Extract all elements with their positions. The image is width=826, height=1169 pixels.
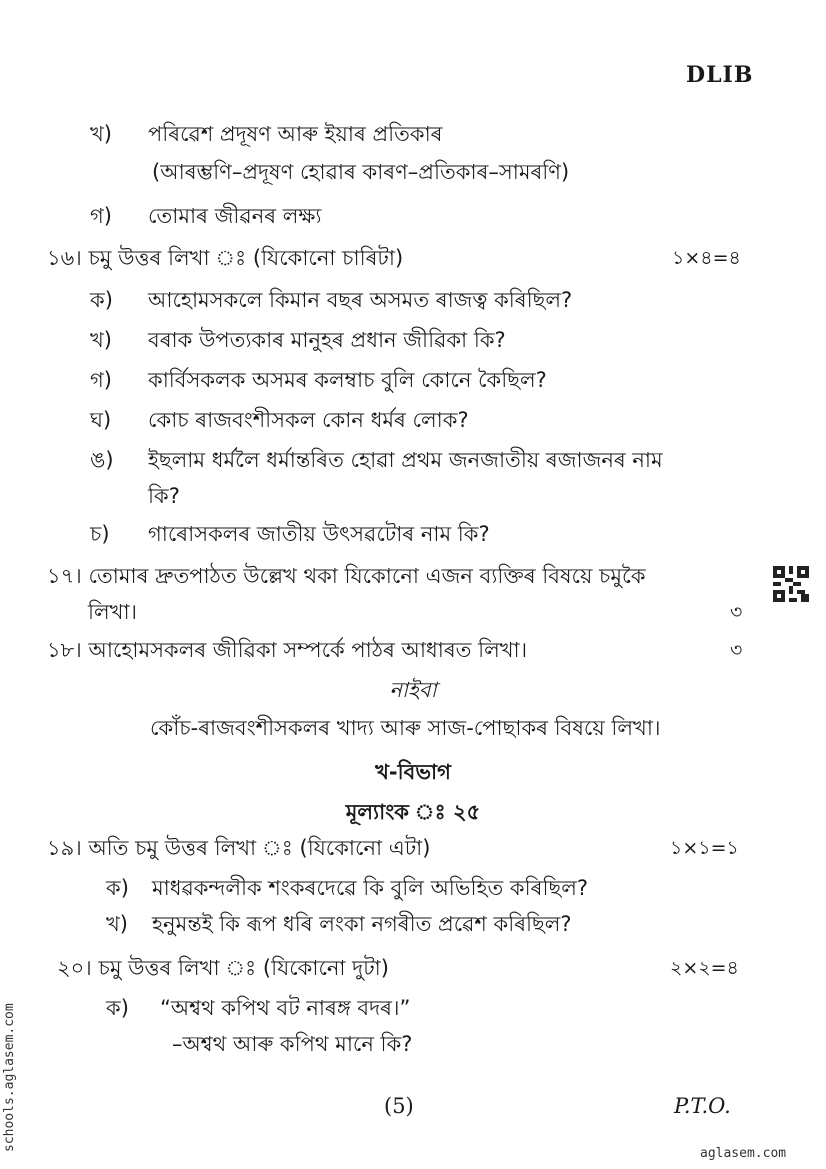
question-16: ১৬। চমু উত্তৰ লিখা ঃ (যিকোনো চাৰিটা): [47, 246, 404, 270]
q16-item-text: আহোমসকলে কিমান বছৰ অসমত ৰাজত্ব কৰিছিল?: [148, 288, 573, 312]
q16-item-text: বৰাক উপত্যকাৰ মানুহৰ প্ৰধান জীৱিকা কি?: [148, 328, 506, 352]
q19-item-text: হনুমন্তই কি ৰূপ ধৰি লংকা নগৰীত প্ৰৱেশ কৰিছিল?: [152, 912, 572, 936]
option-ga-text: তোমাৰ জীৱনৰ লক্ষ্য: [148, 204, 322, 228]
qr-code-icon: [773, 566, 809, 602]
section-title: খ-বিভাগ: [375, 760, 451, 784]
q19-item-label: ক): [106, 876, 129, 900]
option-kha-label: খ): [90, 122, 112, 146]
question-18-marks: ৩: [730, 639, 743, 661]
page-number: (5): [384, 1094, 414, 1118]
option-ga-label: গ): [90, 204, 112, 228]
q16-item-text: ইছলাম ধৰ্মলৈ ধৰ্মান্তৰিত হোৱা প্ৰথম জনজাতীয় ৰজাজনৰ নাম: [148, 448, 663, 472]
question-19-marks: ১×১=১: [670, 837, 739, 859]
question-20: ২০। চমু উত্তৰ লিখা ঃ (যিকোনো দুটা): [57, 956, 389, 980]
paper-code: DLIB: [686, 62, 754, 88]
option-kha-text: পৰিৱেশ প্ৰদূষণ আৰু ইয়াৰ প্ৰতিকাৰ: [148, 122, 443, 146]
q16-item-label: চ): [90, 522, 110, 546]
q19-item-text: মাধৱকন্দলীক শংকৰদেৱে কি বুলি অভিহিত কৰিছিল?: [152, 876, 588, 900]
q16-item-text: গাৰোসকলৰ জাতীয় উৎসৱটোৰ নাম কি?: [148, 522, 490, 546]
q20-item-continuation: –অশ্বথ আৰু কপিথ মানে কি?: [172, 1032, 413, 1056]
option-kha-subtext: (আৰম্ভণি–প্ৰদূষণ হোৱাৰ কাৰণ–প্ৰতিকাৰ–সামৰণি): [152, 160, 570, 184]
question-18-alternative: কোঁচ-ৰাজবংশীসকলৰ খাদ্য আৰু সাজ-পোছাকৰ বিষয়ে লিখা।: [150, 716, 661, 740]
bottom-watermark: aglasem.com: [700, 1146, 787, 1161]
or-separator: নাইবা: [389, 678, 437, 702]
question-19: ১৯। অতি চমু উত্তৰ লিখা ঃ (যিকোনো এটা): [47, 836, 431, 860]
question-18: ১৮। আহোমসকলৰ জীৱিকা সম্পৰ্কে পাঠৰ আধাৰত লিখা।: [47, 638, 528, 662]
question-17: ১৭। তোমাৰ দ্ৰুতপাঠত উল্লেখ থকা যিকোনো এজন ব্যক্তিৰ বিষয়ে চমুকৈ: [47, 564, 646, 588]
q20-item-label: ক): [106, 996, 129, 1020]
q16-item-text: কাৰ্বিসকলক অসমৰ কলম্বাচ বুলি কোনে কৈছিল?: [148, 368, 547, 392]
question-16-marks: ১×৪=৪: [672, 247, 741, 269]
question-20-marks: ২×২=৪: [670, 957, 739, 979]
q16-item-label: ঘ): [90, 408, 112, 432]
pto-label: P.T.O.: [674, 1094, 731, 1118]
q20-item-text: “অশ্বথ কপিথ বট নাৰঙ্গ বদৰ।”: [160, 996, 411, 1020]
question-17-continuation: লিখা।: [88, 600, 138, 624]
q16-item-label: ঙ): [90, 448, 114, 472]
q16-item-continuation: কি?: [148, 484, 180, 508]
q16-item-text: কোচ ৰাজবংশীসকল কোন ধৰ্মৰ লোক?: [148, 408, 469, 432]
side-watermark: schools.aglasem.com: [2, 1003, 17, 1152]
q16-item-label: গ): [90, 368, 112, 392]
q16-item-label: ক): [90, 288, 113, 312]
question-17-marks: ৩: [730, 601, 743, 623]
q19-item-label: খ): [106, 912, 128, 936]
section-marks: মূল্যাংক ঃ ২৫: [345, 800, 481, 824]
q16-item-label: খ): [90, 328, 112, 352]
